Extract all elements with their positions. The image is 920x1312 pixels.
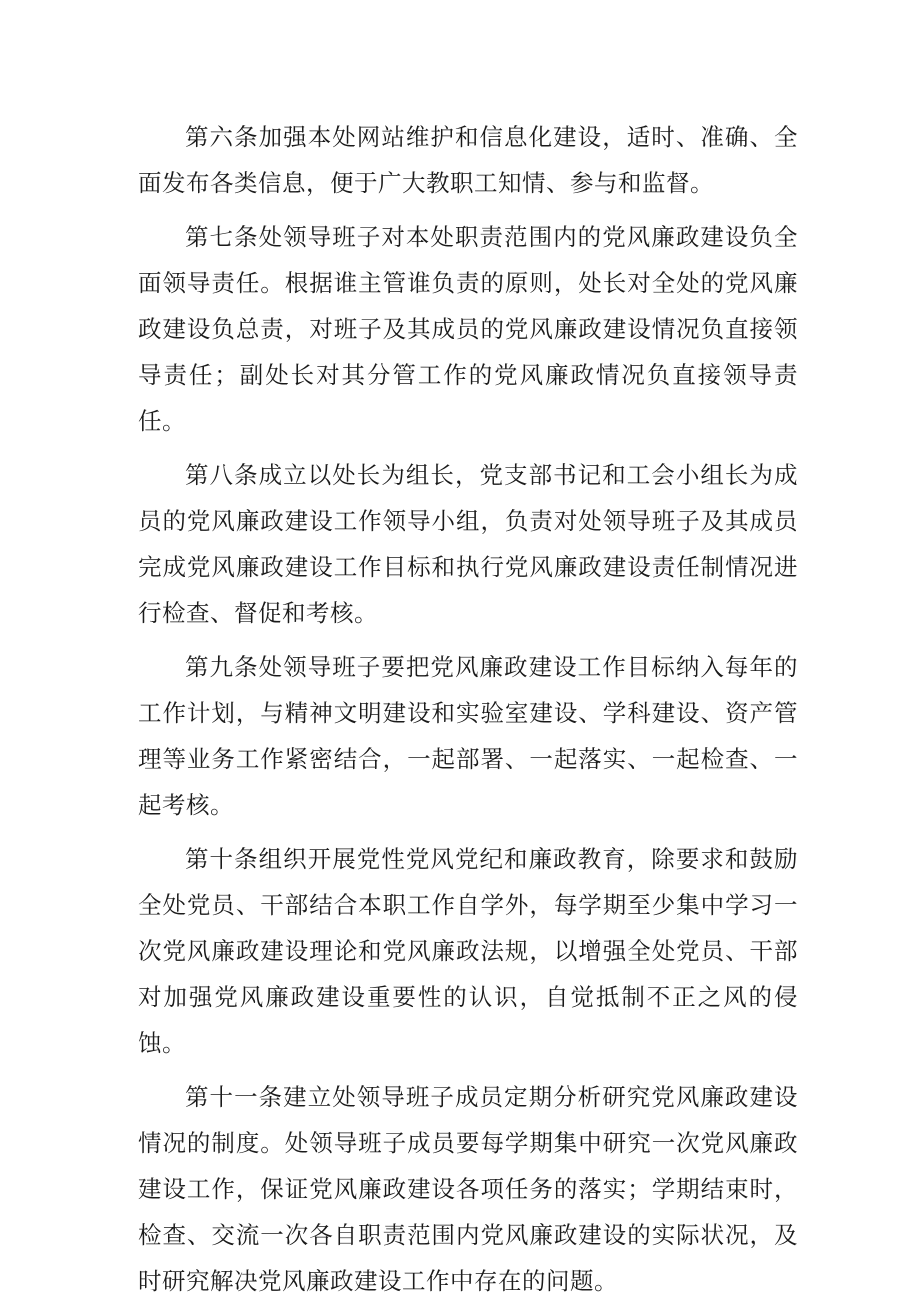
article-11-paragraph: 第十一条建立处领导班子成员定期分析研究党风廉政建设情况的制度。处领导班子成员要每学期集中研究一次党风廉政建设工作，保证党风廉政建设各项任务的落实；学期结束时，检查、交流一次各自职责范围内党风廉政建设的实际状况，及时研究解决党风廉政建设工作中存在的问题。 <box>138 1083 798 1295</box>
article-7-paragraph: 第七条处领导班子对本处职责范围内的党风廉政建设负全面领导责任。根据谁主管谁负责的原则，处长对全处的党风廉政建设负总责，对班子及其成员的党风廉政建设情况负直接领导责任；副处长对其分管工作的党风廉政情况负直接领导责任。 <box>138 223 798 435</box>
article-8-paragraph: 第八条成立以处长为组长，党支部书记和工会小组长为成员的党风廉政建设工作领导小组，负责对处领导班子及其成员完成党风廉政建设工作目标和执行党风廉政建设责任制情况进行检查、督促和考核。 <box>138 461 798 627</box>
article-9-paragraph: 第九条处领导班子要把党风廉政建设工作目标纳入每年的工作计划，与精神文明建设和实验室建设、学科建设、资产管理等业务工作紧密结合，一起部署、一起落实、一起检查、一起考核。 <box>138 653 798 819</box>
document-body <box>138 114 798 1312</box>
article-6-paragraph: 第六条加强本处网站维护和信息化建设，适时、准确、全面发布各类信息，便于广大教职工知情、参与和监督。 <box>138 123 798 197</box>
article-10-paragraph: 第十条组织开展党性党风党纪和廉政教育，除要求和鼓励全处党员、干部结合本职工作自学外，每学期至少集中学习一次党风廉政建设理论和党风廉政法规，以增强全处党员、干部对加强党风廉政建设重要性的认识，自觉抵制不正之风的侵蚀。 <box>138 845 798 1057</box>
